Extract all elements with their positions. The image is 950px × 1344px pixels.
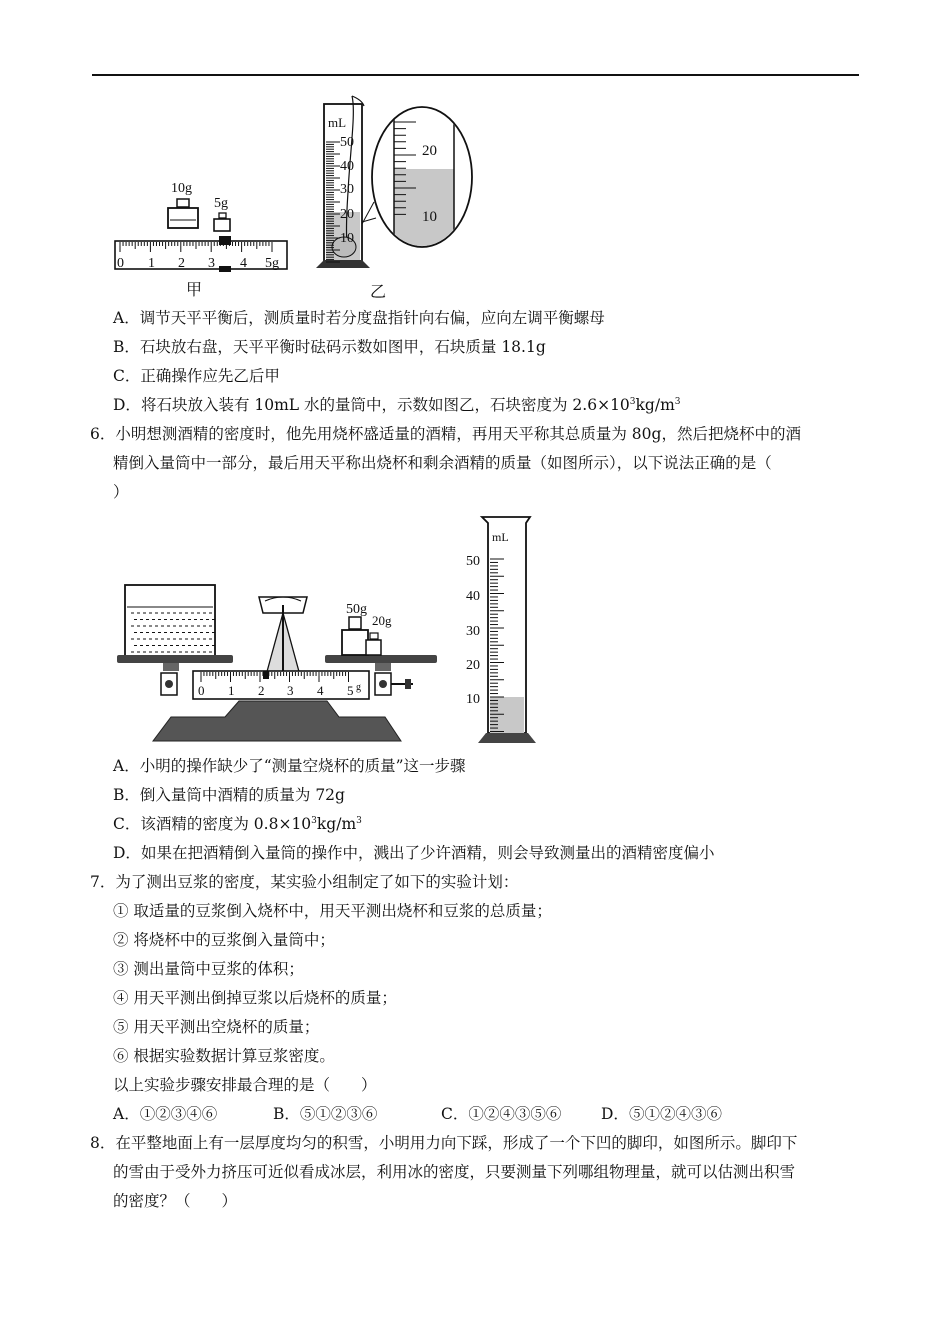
option-superscript: 3 — [674, 397, 681, 407]
option-text-unit: kg/m — [316, 815, 357, 833]
zoom-tick-20: 20 — [422, 143, 437, 159]
option-text-unit: kg/m — [635, 396, 675, 414]
q6-option-b — [113, 784, 345, 806]
option-text: 倒入量筒中酒精的质量为 72g — [139, 786, 345, 804]
scale-tick-0: 0 — [117, 256, 124, 271]
question-number: 7． — [90, 873, 116, 891]
q7-choice-c — [441, 1103, 561, 1125]
option-text: 石块放右盘，天平平衡时砝码示数如图甲，石块质量 18.1g — [139, 338, 546, 356]
option-text: 如果在把酒精倒入量筒的操作中，溅出了少许酒精，则会导致测量出的酒精密度偏小 — [140, 844, 715, 862]
scale-tick-3: 3 — [208, 256, 215, 271]
question-number: 8． — [90, 1134, 116, 1152]
option-label: A． — [113, 309, 140, 327]
q5-option-b — [113, 336, 546, 358]
option-label: D． — [113, 396, 141, 414]
cylinder-unit-ml: mL — [492, 530, 509, 544]
option-text: 该酒精的密度为 0.8×10 — [140, 815, 312, 833]
beam-tick-4: 4 — [317, 683, 324, 698]
q7-choice-a — [113, 1103, 217, 1125]
q7-step-3: ③ 测出量筒中豆浆的体积； — [113, 960, 304, 978]
q6-option-c — [113, 813, 362, 835]
cylinder-tick-50: 50 — [340, 135, 354, 150]
option-label: C． — [113, 815, 141, 833]
q7-stem — [90, 871, 518, 893]
cylinder-tick-50: 50 — [466, 554, 480, 569]
choice-text: ⑤①②③⑥ — [299, 1105, 378, 1123]
q7-choices — [113, 1103, 813, 1125]
choice-label: D． — [601, 1105, 629, 1123]
choice-label: A． — [113, 1105, 140, 1123]
q7-step-2: ② 将烧杯中的豆浆倒入量筒中； — [113, 931, 335, 949]
header-rule — [92, 74, 859, 76]
q6-stem-line-1 — [90, 423, 801, 445]
option-text: 调节天平平衡后，测质量时若分度盘指针向右偏，应向左调平衡螺母 — [139, 309, 605, 327]
scale-tick-2: 2 — [178, 256, 185, 271]
weight-label-20g: 20g — [372, 613, 392, 628]
q7-step-5: ⑤ 用天平测出空烧杯的质量； — [113, 1018, 320, 1036]
cylinder-tick-10: 10 — [340, 231, 354, 246]
q5-option-d — [113, 394, 681, 416]
cylinder-tick-30: 30 — [466, 624, 480, 639]
q7-step-1: ① 取适量的豆浆倒入烧杯中，用天平测出烧杯和豆浆的总质量； — [113, 902, 552, 920]
question-text: 为了测出豆浆的密度，某实验小组制定了如下的实验计划： — [115, 873, 519, 891]
figure-q6-balance — [113, 575, 443, 745]
q5-option-c — [113, 365, 280, 387]
scale-tick-1: 1 — [148, 256, 155, 271]
weight-label-10g: 10g — [171, 181, 192, 196]
scale-tick-5g: 5g — [265, 256, 279, 271]
beam-tick-5: 5 — [347, 683, 354, 698]
q7-step-6: ⑥ 根据实验数据计算豆浆密度。 — [113, 1047, 335, 1065]
cylinder-tick-20: 20 — [466, 658, 480, 673]
question-text: 在平整地面上有一层厚度均匀的积雪，小明用力向下踩，形成了一个下凹的脚印，如图所示。脚印下 — [115, 1134, 798, 1152]
option-label: B． — [113, 786, 140, 804]
q7-step-4: ④ 用天平测出倒掉豆浆以后烧杯的质量； — [113, 989, 397, 1007]
figure-jia-balance-scale — [110, 175, 295, 300]
q7-choice-d — [601, 1103, 722, 1125]
choice-label: B． — [273, 1105, 300, 1123]
option-label: A． — [113, 757, 140, 775]
figure-caption-jia: 甲 — [186, 282, 203, 299]
question-text: 小明想测酒精的密度时，他先用烧杯盛适量的酒精，再用天平称其总质量为 80g，然后把烧杯中的酒 — [115, 425, 801, 443]
q5-option-a — [113, 307, 605, 329]
choice-text: ⑤①②④③⑥ — [628, 1105, 722, 1123]
cylinder-tick-20: 20 — [340, 207, 354, 222]
q7-choice-b — [273, 1103, 377, 1125]
zoom-tick-10: 10 — [422, 209, 437, 225]
q8-stem-line-1 — [90, 1132, 797, 1154]
option-text: 正确操作应先乙后甲 — [140, 367, 280, 385]
q8-stem-line-2: 的雪由于受外力挤压可近似看成冰层，利用冰的密度，只要测量下列哪组物理量，就可以估测出积雪 — [113, 1163, 796, 1181]
option-label: B． — [113, 338, 140, 356]
beam-tick-2: 2 — [258, 683, 265, 698]
cylinder-tick-40: 40 — [340, 159, 354, 174]
cylinder-tick-40: 40 — [466, 589, 480, 604]
weight-label-50g: 50g — [346, 602, 367, 617]
scale-tick-4: 4 — [240, 256, 247, 271]
option-text: 小明的操作缺少了“测量空烧杯的质量”这一步骤 — [139, 757, 466, 775]
figure-q6-measuring-cylinder — [462, 513, 542, 747]
option-superscript: 3 — [311, 816, 317, 826]
q7-question: 以上实验步骤安排最合理的是（ ） — [113, 1076, 377, 1094]
choice-text: ①②④③⑤⑥ — [468, 1105, 562, 1123]
beam-tick-3: 3 — [287, 683, 294, 698]
choice-text: ①②③④⑥ — [139, 1105, 218, 1123]
option-text: 将石块放入装有 10mL 水的量筒中，示数如图乙，石块密度为 2.6×10 — [140, 396, 630, 414]
q6-stem-line-3: ） — [113, 483, 129, 501]
option-label: C． — [113, 367, 141, 385]
beam-unit-g: g — [356, 682, 361, 693]
question-number: 6． — [90, 425, 116, 443]
option-label: D． — [113, 844, 141, 862]
option-superscript: 3 — [356, 816, 362, 826]
q6-option-a — [113, 755, 466, 777]
option-superscript: 3 — [629, 397, 636, 407]
cylinder-tick-10: 10 — [466, 692, 480, 707]
cylinder-tick-30: 30 — [340, 182, 354, 197]
q6-stem-line-2: 精倒入量筒中一部分，最后用天平称出烧杯和剩余酒精的质量（如图所示），以下说法正确的是（ — [113, 454, 772, 472]
q6-option-d — [113, 842, 714, 864]
cylinder-unit-ml: mL — [328, 115, 347, 130]
weight-label-5g: 5g — [214, 196, 228, 211]
beam-tick-1: 1 — [228, 683, 235, 698]
q8-stem-line-3: 的密度？（ ） — [113, 1192, 238, 1210]
choice-label: C． — [441, 1105, 469, 1123]
figure-caption-yi: 乙 — [370, 284, 387, 301]
figure-yi-measuring-cylinder — [312, 92, 477, 302]
beam-tick-0: 0 — [198, 683, 205, 698]
